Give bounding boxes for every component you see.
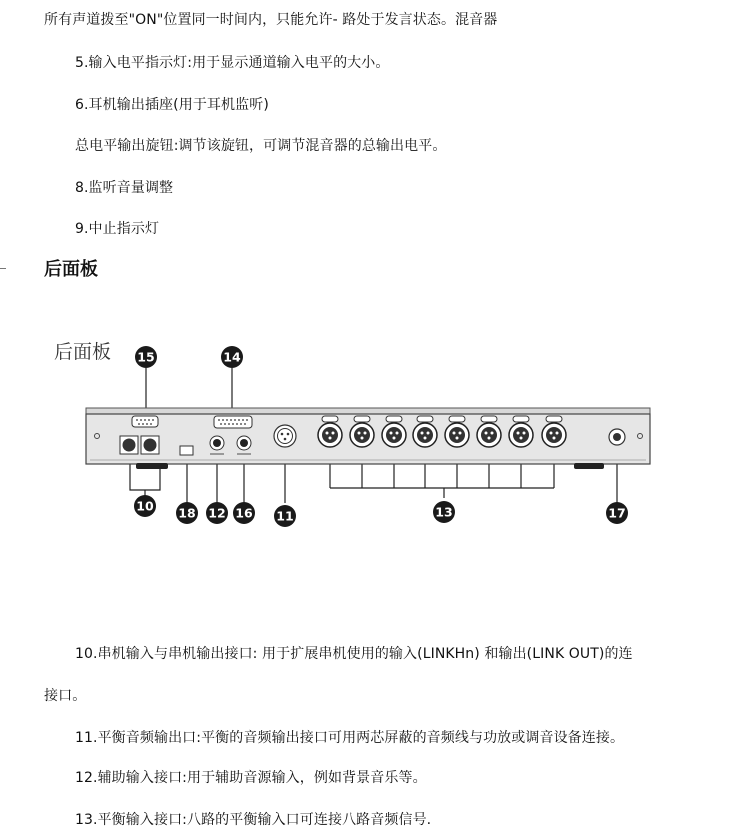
text-line-headphone: 6.耳机输出插座(用于耳机监听) xyxy=(75,97,269,113)
text-line-stop-indicator: 9.中止指示灯 xyxy=(75,221,160,237)
text-line-master-knob: 总电平输出旋钮:调节该旋钮，可调节混音器的总输出电平。 xyxy=(75,138,447,154)
switch-18 xyxy=(180,446,193,455)
svg-text:11: 11 xyxy=(276,508,294,524)
text-line-1: 所有声道拨至"ON"位置同一时间内，只能允许- 路处于发言状态。混音器 xyxy=(44,12,498,28)
callout-badge-10 xyxy=(134,495,156,517)
svg-text:14: 14 xyxy=(223,349,241,365)
balanced-output-xlr xyxy=(274,425,296,447)
callout-badge-16 xyxy=(233,502,255,524)
callout-badge-14 xyxy=(221,346,243,368)
rear-panel-figure xyxy=(50,330,670,535)
serial-port-connector xyxy=(132,416,158,427)
callout-badge-12 xyxy=(206,502,228,524)
svg-text:17: 17 xyxy=(608,505,626,521)
figure-title: 后面板 xyxy=(54,341,112,363)
desc-10-line1: 10.串机输入与串机输出接口: 用于扩展串机使用的输入(LINKHn) 和输出(LINK OUT)的连 xyxy=(75,646,633,662)
svg-text:10: 10 xyxy=(136,498,154,514)
svg-text:13: 13 xyxy=(435,504,453,520)
foot-left xyxy=(136,463,168,469)
margin-mark xyxy=(0,268,6,269)
callout-badge-17 xyxy=(606,502,628,524)
callout-badge-15 xyxy=(135,346,157,368)
desc-13: 13.平衡输入接口:八路的平衡输入口可连接八路音频信号. xyxy=(75,812,432,828)
text-line-input-level: 5.输入电平指示灯:用于显示通道输入电平的大小。 xyxy=(75,55,390,71)
callout-badge-13 xyxy=(433,501,455,523)
desc-12: 12.辅助输入接口:用于辅助音源输入，例如背景音乐等。 xyxy=(75,770,427,786)
dsub-connector-14 xyxy=(214,416,252,428)
svg-text:15: 15 xyxy=(137,349,155,365)
section-heading: 后面板 xyxy=(44,259,98,280)
foot-right xyxy=(574,463,604,469)
desc-11: 11.平衡音频输出口:平衡的音频输出接口可用两芯屏蔽的音频线与功放或调音设备连接。 xyxy=(75,730,625,746)
callout-badge-18 xyxy=(176,502,198,524)
desc-10-line2: 接口。 xyxy=(44,688,87,704)
callout-badge-11 xyxy=(274,505,296,527)
power-connector xyxy=(609,429,625,445)
svg-text:16: 16 xyxy=(235,505,253,521)
svg-text:18: 18 xyxy=(178,505,196,521)
svg-text:12: 12 xyxy=(208,505,226,521)
text-line-monitor-volume: 8.监听音量调整 xyxy=(75,180,174,196)
